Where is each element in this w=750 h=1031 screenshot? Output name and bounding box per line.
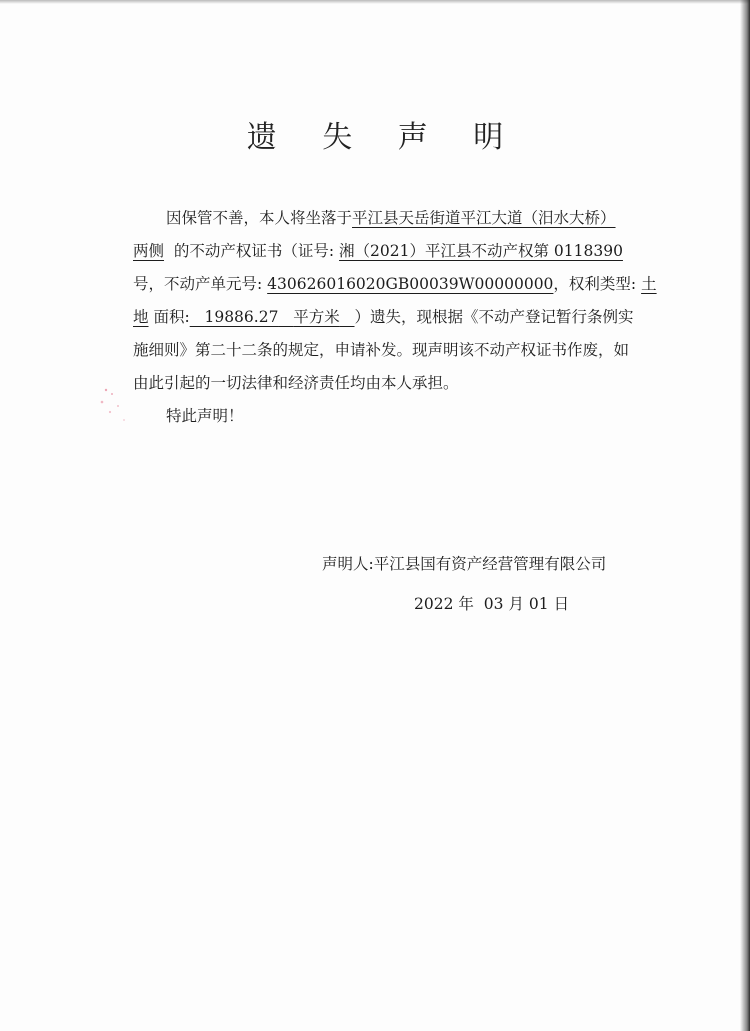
declarant-label: 声明人:	[322, 555, 374, 573]
area-value: 19886.27	[204, 308, 279, 326]
document-title: 遗 失 声 明	[246, 120, 522, 155]
declaration-body	[133, 202, 657, 433]
faint-stamp-trace	[92, 382, 152, 432]
property-unit-number: 430626016020GB00039W00000000	[267, 275, 554, 293]
paragraph-line-5: 施细则》第二十二条的规定，申请补发。现声明该不动产权证书作废，如	[133, 341, 630, 359]
date-month-unit: 月	[508, 595, 524, 613]
right-type: 土	[641, 275, 657, 293]
date-month: 03	[483, 595, 504, 613]
certificate-number: 湘（2021）平江县不动产权第 0118390	[339, 242, 623, 260]
date-day-unit: 日	[553, 595, 570, 613]
closing-statement: 特此声明！	[166, 407, 244, 425]
date-day: 01	[528, 595, 549, 613]
paragraph-line-3: 号，不动产单元号: 430626016020GB00039W00000000，权利类型: 土	[133, 275, 657, 293]
property-location-end: 两侧	[133, 242, 165, 260]
declarant-name: 平江县国有资产经营管理有限公司	[373, 555, 607, 573]
paragraph-line-2: 两侧 的不动产权证书（证号: 湘（2021）平江县不动产权第 0118390	[133, 242, 623, 260]
right-type-end: 地	[133, 308, 149, 326]
paragraph-line-4: 地 面积: 19886.27 平方米 ）遗失，现根据《不动产登记暂行条例实	[133, 308, 634, 326]
paragraph-line-6: 由此引起的一切法律和经济责任均由本人承担。	[133, 374, 459, 392]
date-year-unit: 年	[458, 595, 474, 613]
property-location: 平江县天岳街道平江大道（汨水大桥）	[352, 209, 616, 227]
area-field	[190, 308, 355, 326]
area-unit: 平方米	[293, 308, 340, 326]
scan-shadow-top	[0, 0, 750, 4]
declarant	[322, 552, 606, 574]
date-year: 2022	[414, 595, 454, 613]
declaration-date	[414, 592, 569, 614]
paragraph-line-1: 因保管不善，本人将坐落于平江县天岳街道平江大道（汨水大桥）	[166, 209, 616, 227]
